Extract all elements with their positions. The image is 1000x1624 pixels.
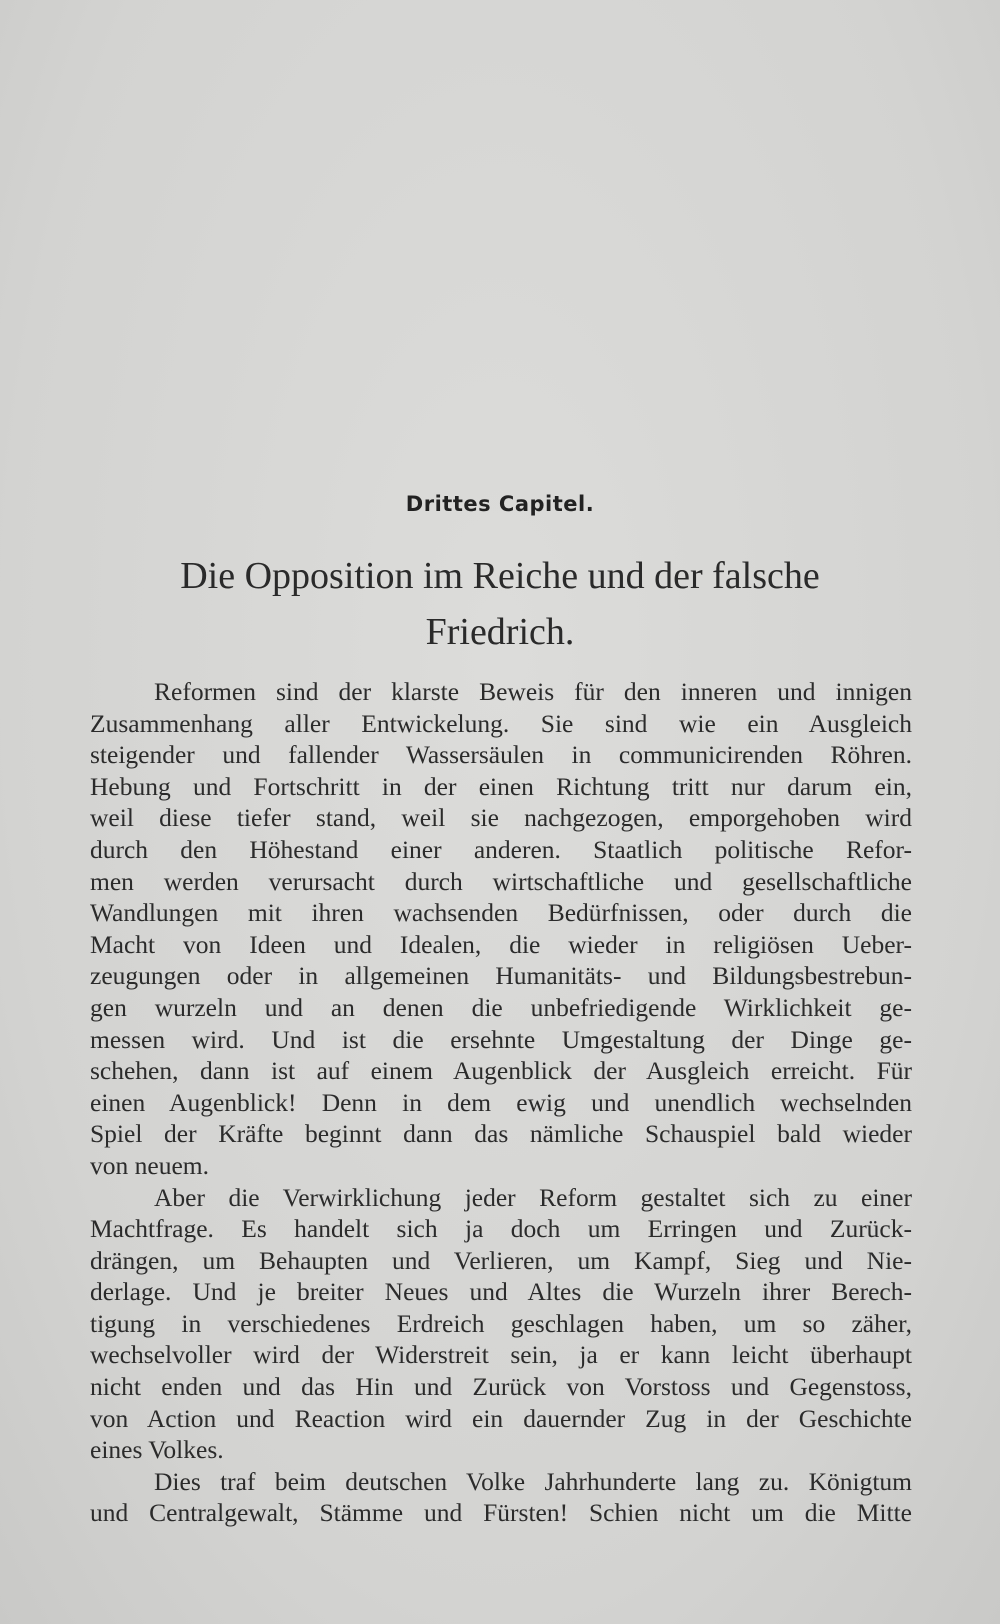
text-line: Aber die Verwirklichung jeder Reform gestaltet sich zu einer xyxy=(154,1182,912,1212)
text-line: wechselvoller wird der Widerstreit sein, ja er kann leicht überhaupt xyxy=(90,1340,912,1370)
text-line: nicht enden und das Hin und Zurück von Vorstoss und Gegenstoss, xyxy=(90,1372,912,1402)
chapter-title-line: Die Opposition im Reiche und der falsche xyxy=(180,555,820,597)
text-line: Spiel der Kräfte beginnt dann das nämliche Schauspiel bald wieder xyxy=(90,1119,912,1149)
text-line: von neuem. xyxy=(90,1150,209,1180)
text-line: Macht von Ideen und Idealen, die wieder in religiösen Ueber- xyxy=(90,929,912,959)
chapter-title-line: Friedrich. xyxy=(425,611,575,653)
text-line: Zusammenhang aller Entwickelung. Sie sind wie ein Ausgleich xyxy=(90,708,912,738)
text-line: derlage. Und je breiter Neues und Altes die Wurzeln ihrer Berech- xyxy=(90,1277,912,1307)
text-line: und Centralgewalt, Stämme und Fürsten! Schien nicht um die Mitte xyxy=(90,1498,912,1528)
text-line: steigender und fallender Wassersäulen in communicirenden Röhren. xyxy=(90,740,912,770)
body-text xyxy=(90,676,912,1529)
text-line: zeugungen oder in allgemeinen Humanitäts- und Bildungsbestrebun- xyxy=(90,961,912,991)
chapter-number: Drittes Capitel. xyxy=(405,492,595,516)
text-line: Wandlungen mit ihren wachsenden Bedürfnissen, oder durch die xyxy=(90,898,912,928)
text-line: durch den Höhestand einer anderen. Staatlich politische Refor- xyxy=(90,834,912,864)
text-line: gen wurzeln und an denen die unbefriedigende Wirklichkeit ge- xyxy=(90,992,912,1022)
text-line: men werden verursacht durch wirtschaftliche und gesellschaftliche xyxy=(90,866,912,896)
text-line: Hebung und Fortschritt in der einen Richtung tritt nur darum ein, xyxy=(90,771,912,801)
text-line: schehen, dann ist auf einem Augenblick der Ausgleich erreicht. Für xyxy=(90,1056,912,1086)
text-line: drängen, um Behaupten und Verlieren, um Kampf, Sieg und Nie- xyxy=(90,1245,912,1275)
text-line: einen Augenblick! Denn in dem ewig und unendlich wechselnden xyxy=(90,1087,912,1117)
text-line: Reformen sind der klarste Beweis für den inneren und innigen xyxy=(154,677,912,706)
text-line: eines Volkes. xyxy=(90,1435,224,1465)
text-line: weil diese tiefer stand, weil sie nachgezogen, emporgehoben wird xyxy=(90,803,912,833)
text-line: von Action und Reaction wird ein dauernder Zug in der Geschichte xyxy=(90,1403,912,1433)
text-line: messen wird. Und ist die ersehnte Umgestaltung der Dinge ge- xyxy=(90,1024,912,1054)
text-line: Machtfrage. Es handelt sich ja doch um Erringen und Zurück- xyxy=(90,1214,912,1244)
chapter-title xyxy=(90,548,910,660)
text-line: tigung in verschiedenes Erdreich geschlagen haben, um so zäher, xyxy=(90,1308,912,1338)
text-line: Dies traf beim deutschen Volke Jahrhunderte lang zu. Königtum xyxy=(154,1466,912,1496)
